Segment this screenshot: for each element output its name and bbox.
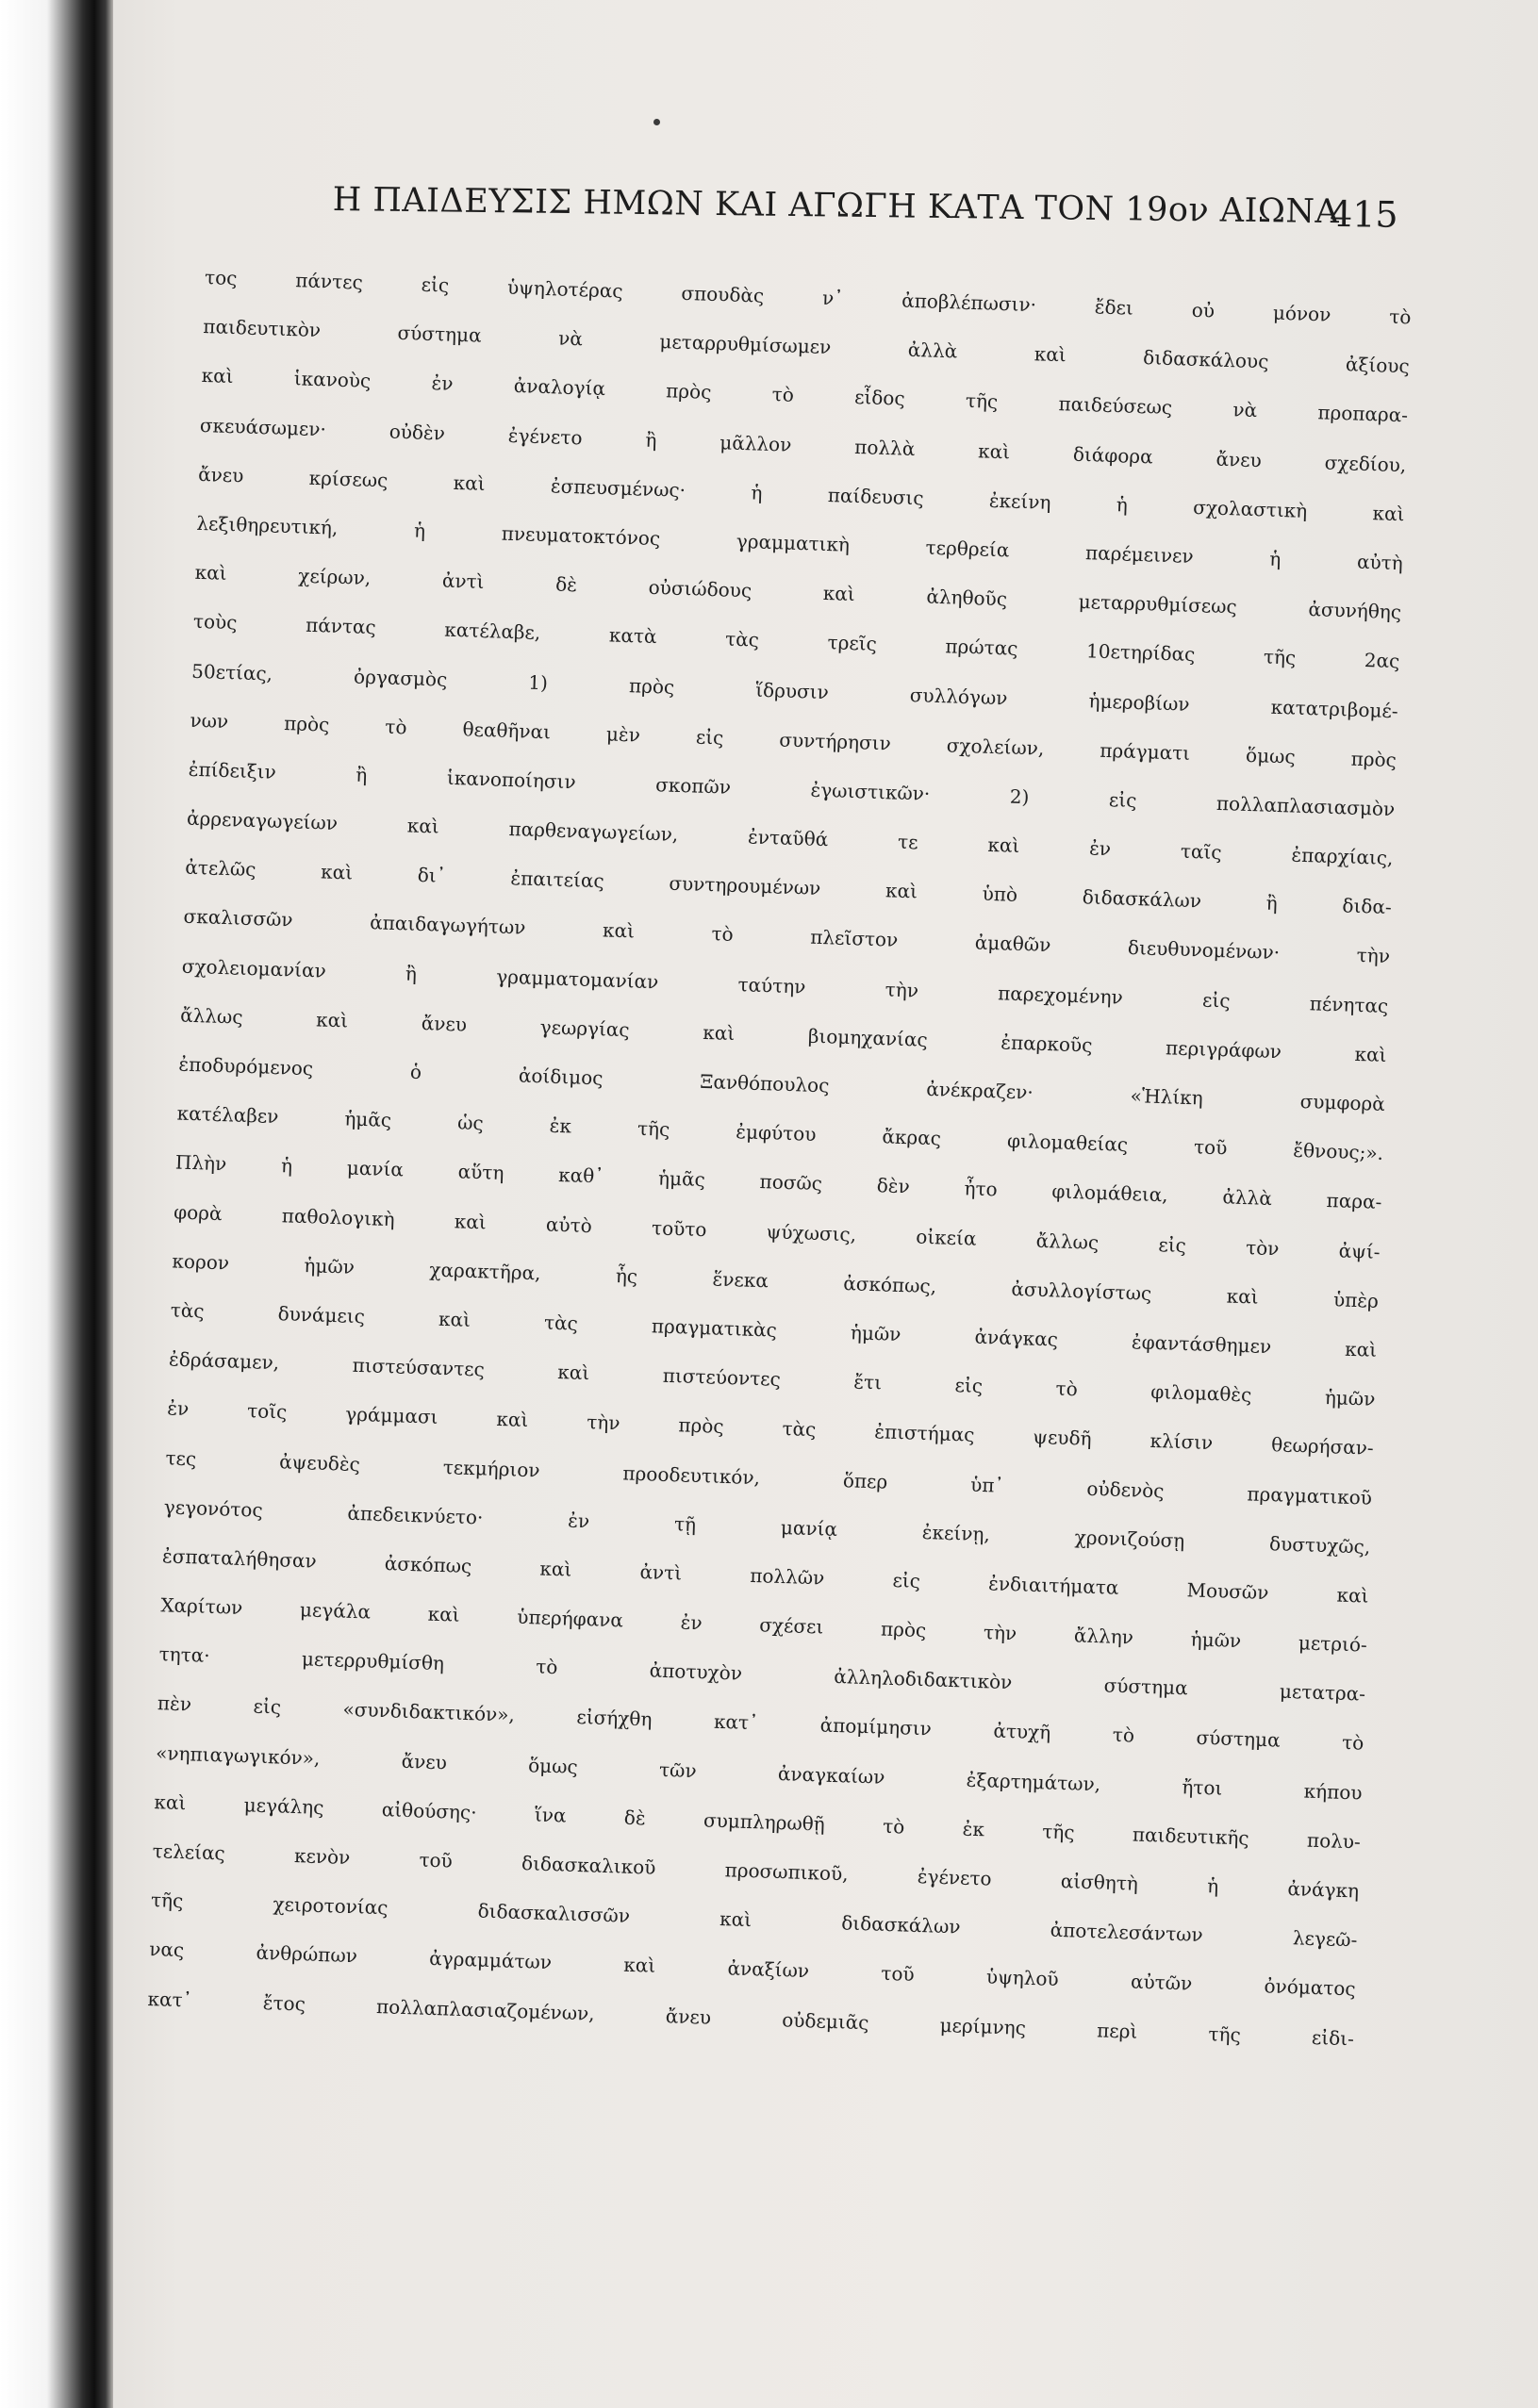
- text-line: ἀτελῶς καὶ δι᾽ ἐπαιτείας συντηρουμένων καὶ ὑπὸ διδασκάλων ἢ διδα-: [184, 855, 1393, 919]
- text-line: τοὺς πάντας κατέλαβε, κατὰ τὰς τρεῖς πρώτας 10ετηρίδας τῆς 2ας: [192, 610, 1400, 673]
- text-line: τὰς δυνάμεις καὶ τὰς πραγματικὰς ἡμῶν ἀνάγκας ἐφαντάσθημεν καὶ: [170, 1298, 1378, 1361]
- text-line: καὶ μεγάλης αἰθούσης· ἵνα δὲ συμπληρωθῇ τὸ ἐκ τῆς παιδευτικῆς πολυ-: [154, 1790, 1362, 1854]
- text-line: νων πρὸς τὸ θεαθῆναι μὲν εἰς συντήρησιν σχολείων, πράγματι ὅμως πρὸς: [190, 708, 1397, 771]
- text-line: καὶ ἱκανοὺς ἐν ἀναλογίᾳ πρὸς τὸ εἶδος τῆς παιδεύσεως νὰ προπαρα-: [201, 364, 1409, 427]
- text-line: σχολειομανίαν ἢ γραμματομανίαν ταύτην τὴν παρεχομένην εἰς πένητας: [181, 954, 1389, 1017]
- text-line: ἄλλως καὶ ἄνευ γεωργίας καὶ βιομηχανίας ἐπαρκοῦς περιγράφων καὶ: [179, 1003, 1387, 1066]
- text-line: λεξιθηρευτική, ἡ πνευματοκτόνος γραμματικὴ τερθρεία παρέμεινεν ἡ αὐτὴ: [196, 511, 1404, 575]
- running-header: [332, 181, 1398, 251]
- text-line: τῆς χειροτονίας διδασκαλισσῶν καὶ διδασκάλων ἀποτελεσάντων λεγεῶ-: [150, 1888, 1358, 1952]
- book-gutter-shadow: [0, 0, 113, 2408]
- text-line: κορον ἡμῶν χαρακτῆρα, ἧς ἕνεκα ἀσκόπως, ἀσυλλογίστως καὶ ὑπὲρ: [172, 1249, 1380, 1312]
- text-line: φορὰ παθολογικὴ καὶ αὐτὸ τοῦτο ψύχωσις, οἰκεία ἄλλως εἰς τὸν ἀψί-: [173, 1200, 1381, 1263]
- text-line: πὲν εἰς «συνδιδακτικόν», εἰσήχθη κατ᾽ ἀπομίμησιν ἀτυχῆ τὸ σύστημα τὸ: [157, 1691, 1364, 1756]
- text-line: σκαλισσῶν ἀπαιδαγωγήτων καὶ τὸ πλεῖστον ἀμαθῶν διευθυνομένων· τὴν: [183, 905, 1391, 968]
- ink-speck: [653, 119, 660, 125]
- text-line: Χαρίτων μεγάλα καὶ ὑπερήφανα ἐν σχέσει πρὸς τὴν ἄλλην ἡμῶν μετριό-: [160, 1593, 1368, 1657]
- text-line: Πλὴν ἡ μανία αὕτη καθ᾽ ἡμᾶς ποσῶς δὲν ἦτο φιλομάθεια, ἀλλὰ παρα-: [174, 1150, 1382, 1214]
- text-line: ἀρρεναγωγείων καὶ παρθεναγωγείων, ἐνταῦθά τε καὶ ἐν ταῖς ἐπαρχίαις,: [186, 806, 1394, 870]
- text-line: τος πάντες εἰς ὑψηλοτέρας σπουδὰς ν᾽ ἀποβλέπωσιν· ἔδει οὐ μόνον τὸ: [204, 265, 1412, 329]
- text-line: σκευάσωμεν· οὐδὲν ἐγένετο ἢ μᾶλλον πολλὰ καὶ διάφορα ἄνευ σχεδίου,: [199, 413, 1407, 476]
- text-line: ἐσπαταλήθησαν ἀσκόπως καὶ ἀντὶ πολλῶν εἰς ἐνδιαιτήματα Μουσῶν καὶ: [161, 1544, 1369, 1608]
- text-line: γεγονότος ἀπεδεικνύετο· ἐν τῇ μανίᾳ ἐκείνῃ, χρονιζούσῃ δυστυχῶς,: [163, 1494, 1371, 1559]
- text-line: τητα· μετερρυθμίσθη τὸ ἀποτυχὸν ἀλληλοδιδακτικὸν σύστημα μετατρα-: [158, 1642, 1366, 1706]
- text-line: ἐν τοῖς γράμμασι καὶ τὴν πρὸς τὰς ἐπιστήμας ψευδῆ κλίσιν θεωρήσαν-: [166, 1396, 1375, 1460]
- text-line: τες ἀψευδὲς τεκμήριον προοδευτικόν, ὅπερ ὑπ᾽ οὐδενὸς πραγματικοῦ: [165, 1445, 1373, 1509]
- text-line: κατέλαβεν ἡμᾶς ὡς ἐκ τῆς ἐμφύτου ἄκρας φιλομαθείας τοῦ ἔθνους;».: [176, 1101, 1384, 1165]
- text-line: «νηπιαγωγικόν», ἄνευ ὅμως τῶν ἀναγκαίων ἐξαρτημάτων, ἤτοι κήπου: [155, 1740, 1363, 1805]
- text-line: τελείας κενὸν τοῦ διδασκαλικοῦ προσωπικοῦ, ἐγένετο αἰσθητὴ ἡ ἀνάγκη: [152, 1839, 1360, 1903]
- body-text: [147, 253, 1413, 2063]
- text-line: ἐπίδειξιν ἢ ἱκανοποίησιν σκοπῶν ἐγωιστικῶν· 2) εἰς πολλαπλασιασμὸν: [188, 757, 1396, 821]
- page-number: 415: [1329, 192, 1398, 236]
- header-title: Η ΠΑΙΔΕΥΣΙΣ ΗΜΩΝ ΚΑΙ ΑΓΩΓΗ ΚΑΤΑ ΤΟΝ 19ον ΑΙΩΝΑ: [332, 181, 1340, 232]
- text-line: καὶ χείρων, ἀντὶ δὲ οὐσιώδους καὶ ἀληθοῦς μεταρρυθμίσεως ἀσυνήθης: [194, 560, 1402, 624]
- text-line: παιδευτικὸν σύστημα νὰ μεταρρυθμίσωμεν ἀλλὰ καὶ διδασκάλους ἀξίους: [203, 315, 1411, 378]
- text-line: ἐποδυρόμενος ὁ ἀοίδιμος Ξανθόπουλος ἀνέκραζεν· «Ἡλίκη συμφορὰ: [178, 1052, 1386, 1115]
- text-line: ἄνευ κρίσεως καὶ ἐσπευσμένως· ἡ παίδευσις ἐκείνη ἡ σχολαστικὴ καὶ: [197, 462, 1405, 526]
- text-line: νας ἀνθρώπων ἀγραμμάτων καὶ ἀναξίων τοῦ ὑψηλοῦ αὐτῶν ὀνόματος: [148, 1938, 1357, 2001]
- text-line: κατ᾽ ἔτος πολλαπλασιαζομένων, ἄνευ οὐδεμιᾶς μερίμνης περὶ τῆς εἰδι-: [147, 1987, 1355, 2050]
- text-line: 50ετίας, ὀργασμὸς 1) πρὸς ἵδρυσιν συλλόγων ἡμεροβίων κατατριβομέ-: [190, 659, 1398, 722]
- text-line: ἐδράσαμεν, πιστεύσαντες καὶ πιστεύοντες ἔτι εἰς τὸ φιλομαθὲς ἡμῶν: [168, 1347, 1376, 1410]
